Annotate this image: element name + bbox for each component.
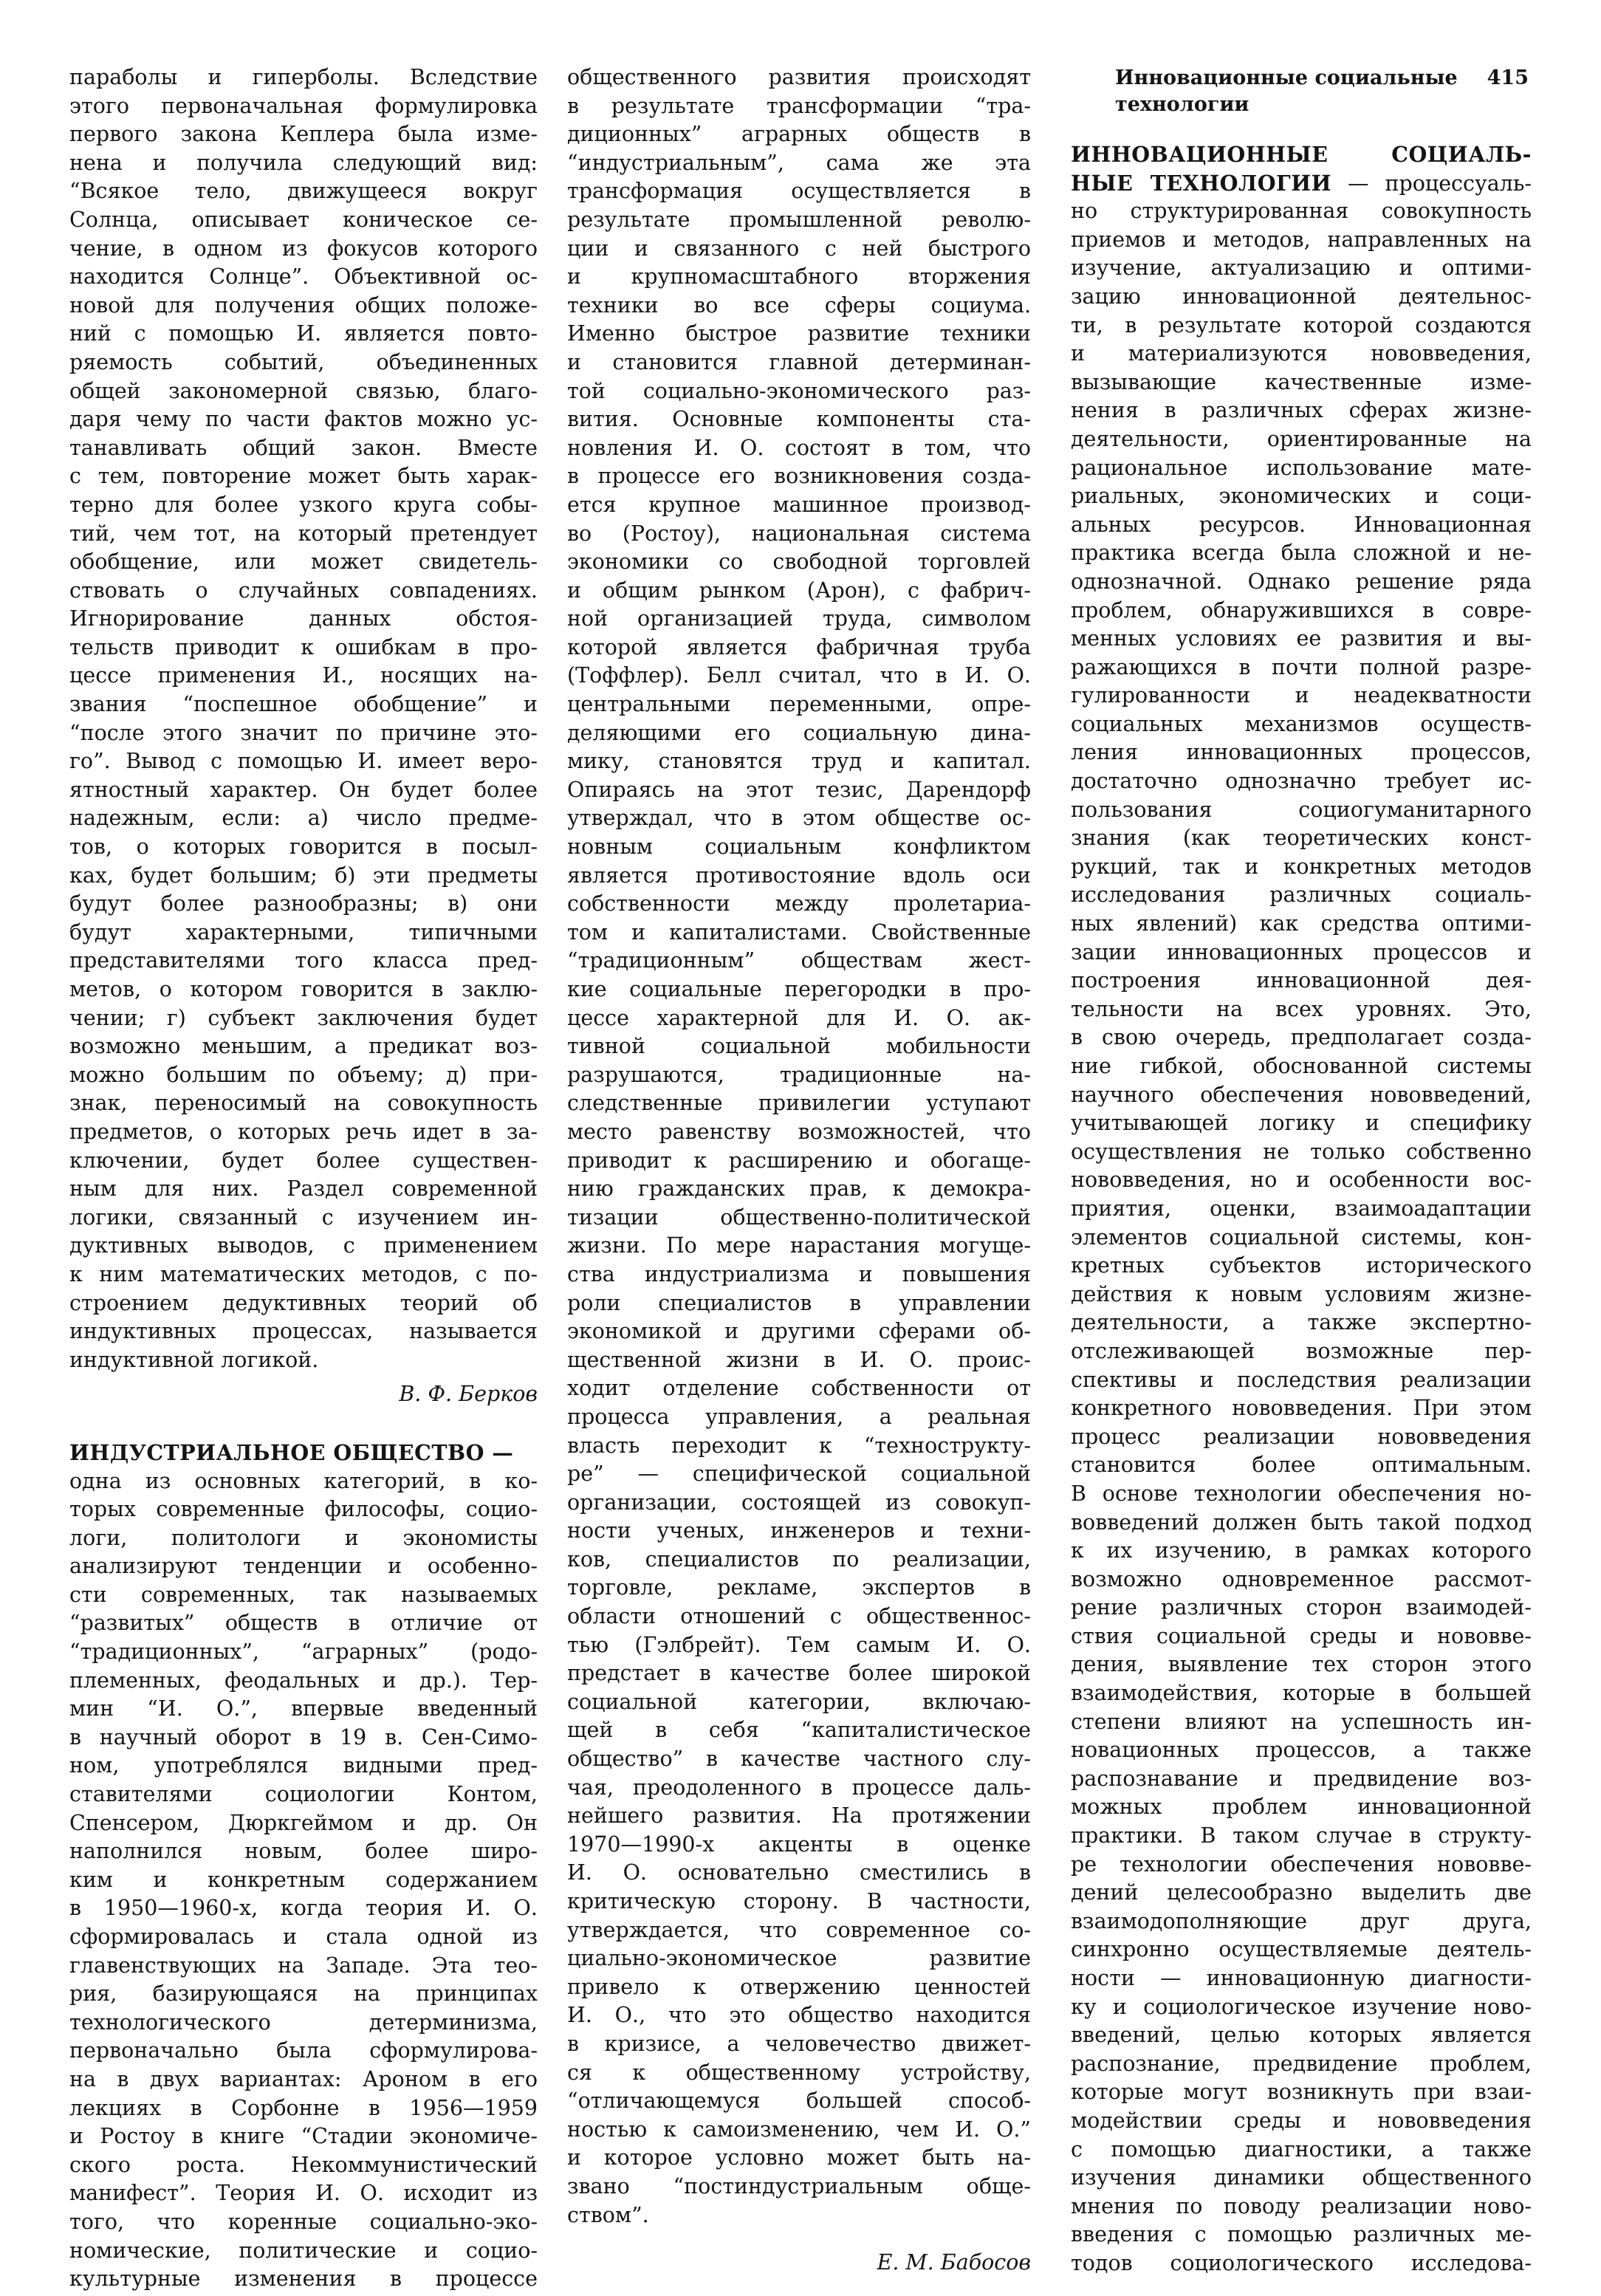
text-line: которой является фабричная труба [567, 634, 1031, 659]
text-line: надежным, если: а) число предме- [69, 806, 538, 831]
text-line: возможно меньшим, а предикат воз- [69, 1034, 538, 1059]
text-line: ления инновационных процессов, [1071, 740, 1532, 765]
text-line: новления И. О. состоят в том, что [567, 435, 1031, 460]
text-line: ции и связанного с ней быстрого [567, 236, 1031, 261]
text-line: в результате трансформации “тра- [567, 93, 1031, 118]
text-line: жизни. По мере нарастания могуще- [567, 1233, 1031, 1258]
text-line: И. О., что это общество находится [567, 2003, 1031, 2028]
text-line: к ним математических методов, с по- [69, 1261, 538, 1286]
text-line: чение, в одном из фокусов которого [69, 236, 538, 261]
text-line: общей закономерной связью, благо- [69, 378, 538, 403]
text-line: изучение, актуализацию и оптими- [1071, 256, 1532, 281]
text-line: “традиционных”, “аграрных” (родо- [69, 1639, 538, 1665]
text-line: собственности между пролетариа- [567, 891, 1031, 916]
text-line: конкретного нововведения. При этом [1071, 1396, 1532, 1421]
text-line: роли специалистов в управлении [567, 1290, 1031, 1315]
text-line: рациональное использование мате- [1071, 455, 1532, 480]
text-line: синхронно осуществляемые деятель- [1071, 1937, 1532, 1962]
text-line: научного обеспечения нововведений, [1071, 1082, 1532, 1107]
text-line: деятельности, а также экспертно- [1071, 1310, 1532, 1335]
running-head-title-line2: технологии [1115, 93, 1249, 116]
text-line: звано “постиндустриальным обще- [567, 2173, 1031, 2199]
text-line: риальных, экономических и соци- [1071, 484, 1532, 509]
text-line: привело к отвержению ценностей [567, 1974, 1031, 1999]
author-signature: Е. М. Бабосов [877, 2250, 1031, 2275]
text-line: общественного развития происходят [567, 65, 1031, 89]
text-line: введений, целью которых является [1071, 2023, 1532, 2048]
running-head [1115, 65, 1529, 118]
text-line: номические, политические и социо- [69, 2238, 538, 2263]
text-line: даря чему по части фактов можно ус- [69, 407, 538, 432]
text-line: проблем, обнаружившихся в совре- [1071, 597, 1532, 623]
text-line: мнения по поводу реализации ново- [1071, 2193, 1532, 2218]
text-line: ку и социологическое изучение ново- [1071, 1994, 1532, 2019]
text-line: кие социальные перегородки в про- [567, 977, 1031, 1001]
entry-heading: ИННОВАЦИОННЫЕ СОЦИАЛЬ- [1071, 142, 1532, 167]
text-line: ти, в результате которой создаются [1071, 312, 1532, 337]
text-line: культурные изменения в процессе [69, 2266, 538, 2292]
text-line: деляющими его социальную дина- [567, 720, 1031, 745]
text-line: нейшего развития. На протяжении [567, 1803, 1031, 1829]
text-line: зацию инновационной деятельнос- [1071, 284, 1532, 309]
text-line: И. О. основательно сместились в [567, 1860, 1031, 1885]
text-line: новой для получения общих положе- [69, 292, 538, 318]
text-line: распознавание и предвидение воз- [1071, 1766, 1532, 1791]
text-line: тивной социальной мобильности [567, 1034, 1031, 1059]
text-line: мин “И. О.”, впервые введенный [69, 1696, 538, 1721]
text-line: центральными переменными, опре- [567, 692, 1031, 717]
text-line: Спенсером, Дюркгеймом и др. Он [69, 1810, 538, 1835]
text-line: тизации общественно-политической [567, 1204, 1031, 1230]
text-line: дения, выявление тех сторон этого [1071, 1652, 1532, 1677]
text-line: главенствующих на Западе. Эта тео- [69, 1953, 538, 1978]
text-line: “после этого значит по причине это- [69, 720, 538, 745]
text-line: ражающихся в почти полной разре- [1071, 654, 1532, 679]
text-line: утверждал, что в этом обществе ос- [567, 806, 1031, 831]
text-line: представителями того класса пред- [69, 948, 538, 973]
text-line: того, что коренные социально-эко- [69, 2209, 538, 2234]
text-line: степени влияют на успешность ин- [1071, 1709, 1532, 1734]
text-line: дений целесообразно выделить две [1071, 1880, 1532, 1905]
text-line: взаимодействия, которые в большей [1071, 1681, 1532, 1706]
text-line: в кризисе, а человечество движет- [567, 2031, 1031, 2056]
text-line: торговле, рекламе, экспертов в [567, 1575, 1031, 1600]
text-line: нию гражданских прав, к демокра- [567, 1176, 1031, 1202]
text-line: рение различных сторон взаимодей- [1071, 1595, 1532, 1620]
text-line: ством”. [567, 2202, 649, 2227]
text-line: нения в различных сферах жизне- [1071, 398, 1532, 423]
text-line: экономики со свободной торговлей [567, 549, 1031, 575]
text-line: ким и конкретным содержанием [69, 1867, 538, 1892]
text-line: наполнился новым, более широ- [69, 1839, 538, 1864]
text-line: пользования социогуманитарного [1071, 797, 1532, 822]
text-line: тельств приводит к ошибкам в про- [69, 634, 538, 659]
text-line: цессе применения И., носящих на- [69, 663, 538, 688]
text-line: и материализуются нововведения, [1071, 341, 1532, 366]
text-line: общество” в качестве частного слу- [567, 1747, 1031, 1772]
text-line: организации, состоящей из совокуп- [567, 1490, 1031, 1515]
text-line: находится Солнце”. Объективной ос- [69, 264, 538, 289]
text-line: тодов социологического исследова- [1071, 2250, 1532, 2275]
text-line: ных явлений) как средства оптими- [1071, 911, 1532, 936]
text-line: место равенству возможностей, что [567, 1119, 1031, 1144]
text-line: нововведения, но и особенности вос- [1071, 1168, 1532, 1193]
text-line: можно большим по объему; д) при- [69, 1062, 538, 1087]
text-line: вития. Основные компоненты ста- [567, 407, 1031, 432]
text-line: логи, политологи и экономисты [69, 1525, 538, 1550]
text-line: зации инновационных процессов и [1071, 939, 1532, 964]
text-line: знания (как теоретических конст- [1071, 826, 1532, 851]
text-line: в свою очередь, предполагает созда- [1071, 1025, 1532, 1050]
text-line: “индустриальным”, сама же эта [567, 150, 1031, 175]
text-line: предметов, о которых речь идет в за- [69, 1119, 538, 1144]
text-line: исследования различных социаль- [1071, 883, 1532, 908]
text-line: Солнца, описывает коническое се- [69, 207, 538, 232]
text-line: социальной категории, включаю- [567, 1689, 1031, 1714]
text-line: с тем, повторение может быть харак- [69, 464, 538, 489]
text-line: новационных процессов, а также [1071, 1738, 1532, 1763]
text-line: будут более разнообразны; в) они [69, 891, 538, 916]
entry-heading: ИНДУСТРИАЛЬНОЕ ОБЩЕСТВО — [69, 1439, 514, 1465]
text-line: на в двух вариантах: Ароном в его [69, 2066, 538, 2091]
text-line: той социально-экономического раз- [567, 378, 1031, 403]
text-line: осуществления не только собственно [1071, 1139, 1532, 1164]
text-line: модействии среды и нововведения [1071, 2108, 1532, 2133]
text-line: с помощью диагностики, а также [1071, 2136, 1532, 2162]
text-line: и Ростоу в книге “Стадии экономиче- [69, 2124, 538, 2149]
text-line: которые могут возникнуть при взаи- [1071, 2080, 1532, 2105]
text-line: племенных, феодальных и др.). Тер- [69, 1668, 538, 1693]
text-line: взаимодополняющие друг друга, [1071, 1908, 1532, 1933]
text-line: Именно быстрое развитие техники [567, 321, 1031, 346]
text-line: процесс реализации нововведения [1071, 1424, 1532, 1449]
text-line: построения инновационной дея- [1071, 968, 1532, 993]
text-line: власть переходит к “технострукту- [567, 1433, 1031, 1458]
text-line: ставителями социологии Контом, [69, 1782, 538, 1807]
text-line: ре” — специфической социальной [567, 1461, 1031, 1487]
text-line: ках, будет большим; б) эти предметы [69, 863, 538, 888]
entry-heading-continued [1071, 169, 1532, 198]
text-line: Игнорирование данных обстоя- [69, 606, 538, 631]
text-line: ков, специалистов по реализации, [567, 1546, 1031, 1572]
text-line: 1970—1990-х акценты в оценке [567, 1831, 1031, 1857]
text-line: изучения динамики общественного [1071, 2165, 1532, 2190]
text-line: ре технологии обеспечения нововве- [1071, 1851, 1532, 1877]
text-line: в 1950—1960-х, когда теория И. О. [69, 1896, 538, 1921]
text-line: ключении, будет более существен- [69, 1148, 538, 1173]
text-line: приятия, оценки, взаимоадаптации [1071, 1196, 1532, 1221]
text-line: танавливать общий закон. Вместе [69, 435, 538, 460]
text-line: тий, чем тот, на который претендует [69, 521, 538, 546]
column-left [69, 64, 538, 2294]
text-line: параболы и гиперболы. Вследствие [69, 65, 538, 89]
text-line: введения с помощью различных ме- [1071, 2222, 1532, 2247]
text-line: строением дедуктивных теорий об [69, 1290, 538, 1315]
text-line: знак, переносимый на совокупность [69, 1091, 538, 1116]
text-line: логики, связанный с изучением ин- [69, 1204, 538, 1230]
text-line: мику, становятся труд и капитал. [567, 749, 1031, 774]
text-line: вызывающие качественные изме- [1071, 369, 1532, 394]
text-line: индуктивной логикой. [69, 1347, 319, 1372]
text-line: приводит к расширению и обогаще- [567, 1148, 1031, 1173]
text-line: технологического детерминизма, [69, 2009, 538, 2035]
text-line: первого закона Кеплера была изме- [69, 122, 538, 147]
text-line: циально-экономическое развитие [567, 1946, 1031, 1971]
page-number: 415 [1487, 66, 1529, 89]
text-line: ства индустриализма и повышения [567, 1261, 1031, 1286]
text-line: ствия социальной среды и нововве- [1071, 1623, 1532, 1648]
text-line: рия, базирующаяся на принципах [69, 1981, 538, 2007]
text-line: торых современные философы, социо- [69, 1497, 538, 1522]
text-line: распознание, предвидение проблем, [1071, 2051, 1532, 2076]
text-line: одна из основных категорий, в ко- [69, 1468, 538, 1493]
text-line: к их изучению, в рамках которого [1071, 1538, 1532, 1563]
text-line: во (Ростоу), национальная система [567, 521, 1031, 546]
text-line: отслеживающей возможные пер- [1071, 1338, 1532, 1363]
text-line: метов, о котором говорится в заклю- [69, 977, 538, 1001]
text-line: первоначально была сформулирова- [69, 2038, 538, 2063]
text-line: вовведений должен быть такой подход [1071, 1509, 1532, 1535]
text-line: обобщение, или может свидетель- [69, 549, 538, 575]
text-line: кретных субъектов исторического [1071, 1253, 1532, 1278]
text-line: процесса управления, а реальная [567, 1404, 1031, 1429]
text-line: В основе технологии обеспечения но- [1071, 1481, 1532, 1506]
text-line: сти современных, так называемых [69, 1582, 538, 1607]
running-head-title-line1: Инновационные социальные [1115, 66, 1458, 89]
text-line: следственные привилегии уступают [567, 1091, 1031, 1116]
text-line: звания “поспешное обобщение” и [69, 692, 538, 717]
text-line: разрушаются, традиционные на- [567, 1062, 1031, 1087]
text-line: гулированности и неадекватности [1071, 683, 1532, 708]
text-line: новным социальным конфликтом [567, 835, 1031, 860]
text-line: ятностный характер. Он будет более [69, 777, 538, 802]
text-line: ется крупное машинное производ- [567, 492, 1031, 517]
text-line: элементов социальной системы, кон- [1071, 1224, 1532, 1250]
text-line: ствовать о случайных совпадениях. [69, 578, 538, 603]
text-line: приемов и методов, направленных на [1071, 227, 1532, 252]
text-line: ряемость событий, объединенных [69, 349, 538, 374]
text-line: тельности на всех уровнях. Это, [1071, 996, 1532, 1021]
text-line: Опираясь на этот тезис, Дарендорф [567, 777, 1031, 802]
text-line: менных условиях ее развития и вы- [1071, 626, 1532, 651]
text-line: в процессе его возникновения созда- [567, 464, 1031, 489]
text-line: можных проблем инновационной [1071, 1795, 1532, 1820]
text-line: ского роста. Некоммунистический [69, 2152, 538, 2177]
text-line: чении; г) субъект заключения будет [69, 1005, 538, 1030]
text-line: и становится главной детерминан- [567, 349, 1031, 374]
text-line: социальных механизмов осуществ- [1071, 711, 1532, 736]
text-line: ности — инновационную диагности- [1071, 1966, 1532, 1990]
text-line: “традиционным” обществам жест- [567, 948, 1031, 973]
text-line: ной организацией труда, символом [567, 606, 1031, 631]
text-line: действия к новым условиям жизне- [1071, 1281, 1532, 1306]
text-line: щественной жизни в И. О. проис- [567, 1347, 1031, 1372]
column-right [1071, 140, 1532, 2278]
text-line: является противостояние вдоль оси [567, 863, 1031, 888]
text-line: альных ресурсов. Инновационная [1071, 512, 1532, 537]
text-line: щей в себя “капиталистическое [567, 1718, 1031, 1743]
text-line: лекциях в Сорбонне в 1956—1959 [69, 2095, 538, 2120]
text-line: этого первоначальная формулировка [69, 93, 538, 118]
text-line: ном, употреблялся видными пред- [69, 1753, 538, 1778]
text-line: ся к общественному устройству, [567, 2060, 1031, 2085]
entry-heading-tail: — процессуаль- [1331, 171, 1532, 196]
text-line: нена и получила следующий вид: [69, 150, 538, 175]
text-line: чая, преодоленного в процессе даль- [567, 1775, 1031, 1800]
text-line: практика всегда была сложной и не- [1071, 541, 1532, 566]
text-line: и общим рынком (Арон), с фабрич- [567, 578, 1031, 603]
text-line: тов, о которых говорится в посыл- [69, 835, 538, 860]
text-line: практики. В таком случае в структу- [1071, 1823, 1532, 1848]
text-line: ностью к самоизменению, чем И. О.” [567, 2117, 1031, 2142]
text-line: го”. Вывод с помощью И. имеет веро- [69, 749, 538, 774]
text-line: учитывающей логику и специфику [1071, 1111, 1532, 1136]
text-line: том и капиталистами. Свойственные [567, 919, 1031, 945]
text-line: результате промышленной револю- [567, 207, 1031, 232]
text-line: будут характерными, типичными [69, 919, 538, 945]
text-line: и крупномасштабного вторжения [567, 264, 1031, 289]
text-line: терно для более узкого круга собы- [69, 492, 538, 517]
text-line: индуктивных процессах, называется [69, 1319, 538, 1344]
text-line: спективы и последствия реализации [1071, 1367, 1532, 1392]
text-line: трансформация осуществляется в [567, 179, 1031, 204]
column-middle [567, 64, 1031, 2278]
author-signature: В. Ф. Берков [399, 1382, 538, 1407]
text-line: техники во все сферы социума. [567, 292, 1031, 318]
text-line: “Всякое тело, движущееся вокруг [69, 179, 538, 204]
text-line: ным для них. Раздел современной [69, 1176, 538, 1202]
text-line: “отличающемуся большей способ- [567, 2088, 1031, 2114]
text-line: становится более оптимальным. [1071, 1453, 1532, 1478]
text-line: диционных” аграрных обществ в [567, 122, 1031, 147]
text-line: критическую сторону. В частности, [567, 1889, 1031, 1913]
entry-heading-cont: НЫЕ ТЕХНОЛОГИИ [1071, 170, 1332, 196]
text-line: анализируют тенденции и особенно- [69, 1554, 538, 1579]
text-line: но структурированная совокупность [1071, 199, 1532, 224]
text-line: дуктивных выводов, с применением [69, 1233, 538, 1258]
text-line: однозначной. Однако решение ряда [1071, 569, 1532, 594]
text-line: ний с помощью И. является повто- [69, 321, 538, 346]
text-line: деятельности, ориентированные на [1071, 426, 1532, 451]
text-line: экономикой и другими сферами об- [567, 1319, 1031, 1344]
text-line: цессе характерной для И. О. ак- [567, 1005, 1031, 1030]
text-line: утверждается, что современное со- [567, 1917, 1031, 1942]
text-line: манифест”. Теория И. О. исходит из [69, 2181, 538, 2206]
text-line: области отношений с общественнос- [567, 1604, 1031, 1629]
text-line: в научный оборот в 19 в. Сен-Симо- [69, 1724, 538, 1750]
text-line: ходит отделение собственности от [567, 1376, 1031, 1401]
text-line: достаточно однозначно требует ис- [1071, 769, 1532, 794]
text-line: возможно одновременное рассмот- [1071, 1566, 1532, 1591]
text-line: сформировалась и стала одной из [69, 1925, 538, 1949]
text-line: “развитых” обществ в отличие от [69, 1611, 538, 1636]
text-line: предстает в качестве более широкой [567, 1661, 1031, 1686]
text-line: тью (Гэлбрейт). Тем самым И. О. [567, 1632, 1031, 1657]
text-line: ние гибкой, обоснованной системы [1071, 1054, 1532, 1078]
text-line: ности ученых, инженеров и техни- [567, 1518, 1031, 1543]
text-line: и которое условно может быть на- [567, 2145, 1031, 2170]
text-line: (Тоффлер). Белл считал, что в И. О. [567, 663, 1031, 688]
text-line: рукций, так и конкретных методов [1071, 854, 1532, 879]
